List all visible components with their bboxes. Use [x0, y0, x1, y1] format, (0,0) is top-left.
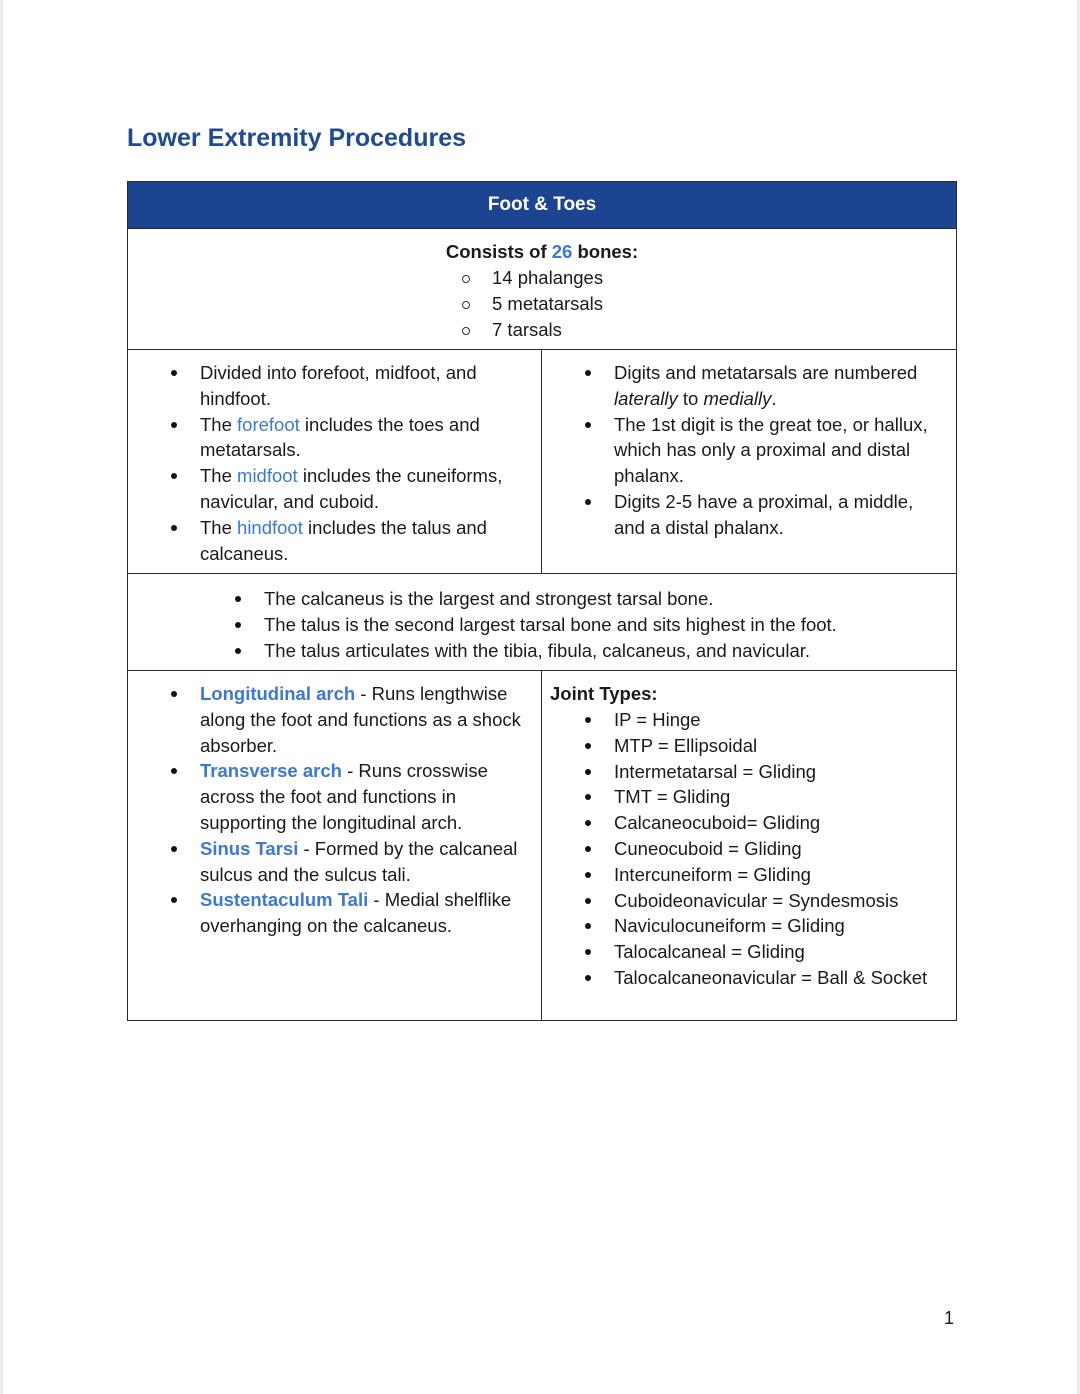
- list-item: MTP = Ellipsoidal: [614, 733, 948, 759]
- list-item: The 1st digit is the great toe, or hallux, which has only a proximal and distal phalanx.: [614, 412, 948, 489]
- list-item: Talocalcaneal = Gliding: [614, 939, 948, 965]
- list-item: Naviculocuneiform = Gliding: [614, 913, 948, 939]
- table-header: Foot & Toes: [128, 182, 957, 229]
- list-item: 7 tarsals: [462, 317, 622, 343]
- arches-cell: [128, 671, 542, 1021]
- list-item: The forefoot includes the toes and metatarsals.: [200, 412, 531, 464]
- document-title: Lower Extremity Procedures: [127, 124, 467, 152]
- list-item: The hindfoot includes the talus and calcaneus.: [200, 515, 531, 567]
- hindfoot-term: hindfoot: [237, 516, 303, 538]
- list-item: 14 phalanges: [462, 265, 622, 291]
- list-item: Sustentaculum Tali - Medial shelflike overhanging on the calcaneus.: [200, 887, 531, 939]
- list-item: Digits and metatarsals are numbered laterally to medially.: [614, 360, 948, 412]
- joint-types-cell: [542, 671, 957, 1021]
- list-item: The talus is the second largest tarsal bone and sits highest in the foot.: [264, 612, 946, 638]
- list-item: The calcaneus is the largest and strongest tarsal bone.: [264, 586, 946, 612]
- list-item: Talocalcaneonavicular = Ball & Socket: [614, 965, 948, 991]
- list-item: The talus articulates with the tibia, fibula, calcaneus, and navicular.: [264, 638, 946, 664]
- list-item: Calcaneocuboid= Gliding: [614, 810, 948, 836]
- list-item: TMT = Gliding: [614, 784, 948, 810]
- list-item: Divided into forefoot, midfoot, and hindfoot.: [200, 360, 531, 412]
- list-item: Sinus Tarsi - Formed by the calcaneal sulcus and the sulcus tali.: [200, 836, 531, 888]
- joint-types-list: [542, 707, 956, 991]
- bones-heading: Consists of 26 bones:: [445, 241, 639, 262]
- page-edge-left: [0, 0, 3, 1394]
- digits-right-cell: [542, 350, 957, 574]
- joint-types-heading: Joint Types:: [550, 683, 658, 704]
- page-number: 1: [944, 1308, 955, 1328]
- tarsal-facts-list: [128, 574, 956, 663]
- forefoot-term: forefoot: [237, 413, 300, 435]
- sustentaculum-tali-term: Sustentaculum Tali: [200, 889, 369, 911]
- transverse-arch-term: Transverse arch: [200, 760, 342, 782]
- list-item: 5 metatarsals: [462, 291, 622, 317]
- list-item: Cuboideonavicular = Syndesmosis: [614, 888, 948, 914]
- list-item: Longitudinal arch - Runs lengthwise along the foot and functions as a shock absorber.: [200, 681, 531, 758]
- regions-left-cell: [128, 350, 542, 574]
- list-item: Cuneocuboid = Gliding: [614, 836, 948, 862]
- list-item: Intercuneiform = Gliding: [614, 862, 948, 888]
- midfoot-term: midfoot: [237, 465, 298, 487]
- tarsal-facts-cell: [128, 574, 957, 671]
- list-item: IP = Hinge: [614, 707, 948, 733]
- foot-toes-table: [127, 181, 957, 1021]
- digits-list: [542, 350, 956, 541]
- bones-count: 26: [551, 241, 573, 262]
- list-item: The midfoot includes the cuneiforms, navicular, and cuboid.: [200, 463, 531, 515]
- list-item: Intermetatarsal = Gliding: [614, 759, 948, 785]
- regions-list: [128, 350, 541, 566]
- list-item: Digits 2-5 have a proximal, a middle, and a distal phalanx.: [614, 489, 948, 541]
- list-item: Transverse arch - Runs crosswise across the foot and functions in supporting the longitudinal arch.: [200, 758, 531, 835]
- bones-cell: [128, 229, 957, 350]
- bones-list: [462, 265, 622, 343]
- arches-list: [128, 671, 541, 939]
- longitudinal-arch-term: Longitudinal arch: [200, 683, 356, 704]
- sinus-tarsi-term: Sinus Tarsi: [200, 837, 299, 859]
